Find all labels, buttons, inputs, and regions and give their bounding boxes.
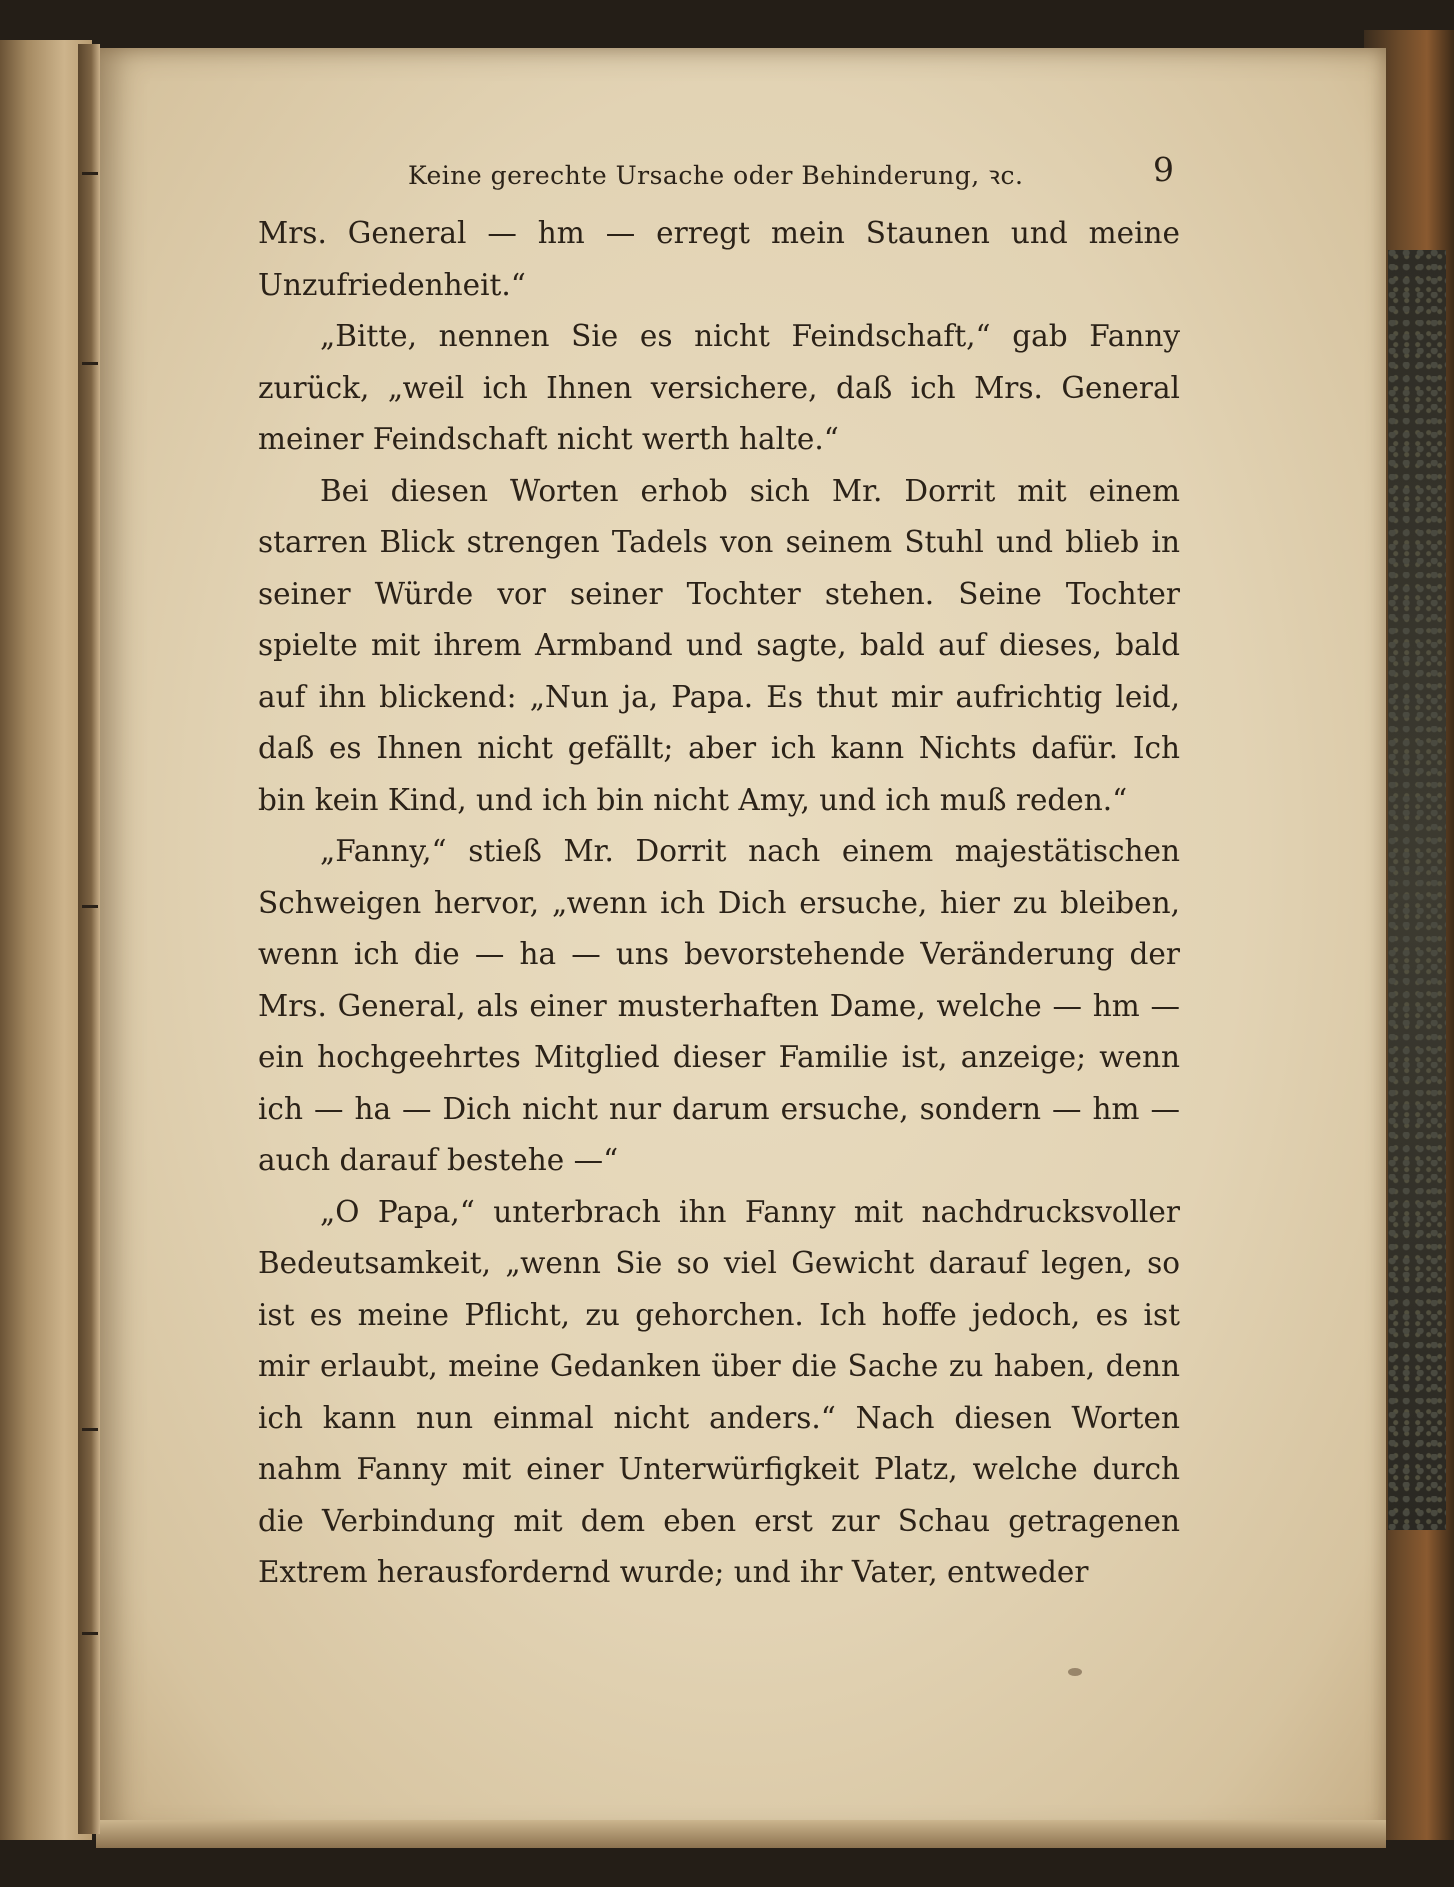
paragraph: „Bitte, nennen Sie es nicht Feindschaft,“ gab Fanny zurück, „weil ich Ihnen versichere, daß ich Mrs. General meiner Feindschaft nicht werth halte.“ xyxy=(258,319,1180,456)
binding-stitch xyxy=(82,362,98,365)
page-content xyxy=(258,152,1180,1599)
binding-stitch xyxy=(82,172,98,175)
binding-stitch xyxy=(82,905,98,908)
paragraph: „O Papa,“ unterbrach ihn Fanny mit nachdrucksvoller Bedeutsamkeit, „wenn Sie so viel Gewicht darauf legen, so ist es meine Pflicht, zu gehorchen. Ich hoffe jedoch, es ist mir erlaubt, meine Gedanken über die Sache zu haben, denn ich kann nun einmal nicht anders.“ Nach diesen Worten nahm Fanny mit einer Unterwürfigkeit Platz, welche durch die Verbindung mit dem eben erst zur Schau getragenen Extrem herausfordernd wurde; und ihr Vater, entweder xyxy=(258,1194,1180,1589)
paragraph: Bei diesen Worten erhob sich Mr. Dorrit mit einem starren Blick strengen Tadels von seinem Stuhl und blieb in seiner Würde vor seiner Tochter stehen. Seine Tochter spielte mit ihrem Armband und sagte, bald auf dieses, bald auf ihn blickend: „Nun ja, Papa. Es thut mir aufrichtig leid, daß es Ihnen nicht gefällt; aber ich kann Nichts dafür. Ich bin kein Kind, und ich bin nicht Amy, und ich muß reden.“ xyxy=(258,473,1180,817)
paragraph: Mrs. General — hm — erregt mein Staunen und meine Unzufriedenheit.“ xyxy=(258,216,1180,302)
page-bottom-edge xyxy=(96,1820,1386,1848)
paragraph: „Fanny,“ stieß Mr. Dorrit nach einem majestätischen Schweigen hervor, „wenn ich Dich ersuche, hier zu bleiben, wenn ich die — ha — uns bevorstehende Veränderung der Mrs. General, als einer musterhaften Dame, welche — hm — ein hochgeehrtes Mitglied dieser Familie ist, anzeige; wenn ich — ha — Dich nicht nur darum ersuche, sondern — hm — auch darauf bestehe —“ xyxy=(258,834,1180,1177)
marbled-cover-paper xyxy=(1388,250,1446,1530)
page-number: 9 xyxy=(1153,150,1174,189)
running-head xyxy=(258,152,1180,208)
binding-stitch xyxy=(82,1428,98,1431)
binding-gutter xyxy=(78,44,100,1834)
binding-stitch xyxy=(82,1632,98,1635)
running-head-title: Keine gerechte Ursache oder Behinderung, ꝛc. xyxy=(408,161,1024,190)
paper-fleck xyxy=(1068,1668,1082,1676)
body-text xyxy=(258,208,1180,1599)
